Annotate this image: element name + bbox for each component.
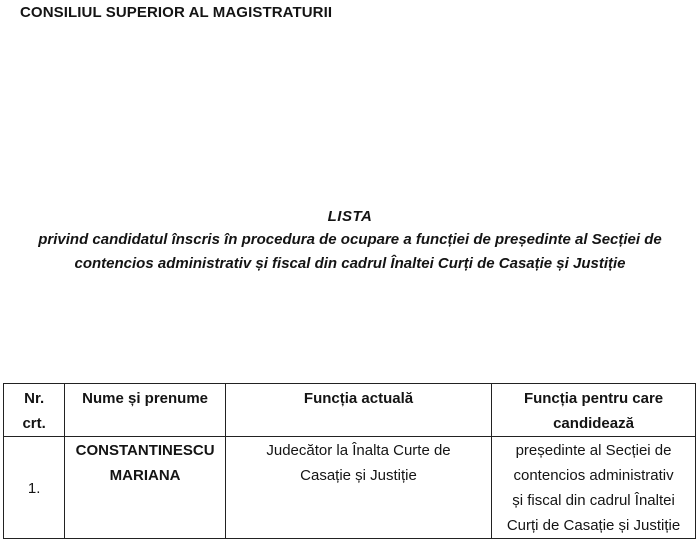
- organization-header: CONSILIUL SUPERIOR AL MAGISTRATURII: [20, 4, 333, 21]
- header-nr-line2: crt.: [22, 415, 46, 432]
- header-nr: [4, 384, 65, 437]
- header-nr-line1: Nr.: [24, 390, 45, 407]
- title-heading: LISTA: [327, 208, 373, 225]
- cell-candidate-function-line3: și fiscal din cadrul Înaltei: [512, 492, 675, 509]
- cell-current-function-line2: Casație și Justiție: [300, 467, 417, 484]
- title-subtitle: [0, 228, 700, 276]
- header-name: Nume și prenume: [65, 384, 226, 437]
- cell-candidate-function-line2: contencios administrativ: [513, 467, 674, 484]
- cell-name: [65, 437, 226, 539]
- table-header-row: [4, 384, 696, 437]
- cell-candidate-function-line1: președinte al Secției de: [515, 442, 672, 459]
- title-subtitle-line1: privind candidatul înscris în procedura de ocupare a funcției de președinte al Secției de: [38, 231, 662, 248]
- cell-first-name: MARIANA: [109, 467, 181, 484]
- cell-nr: 1.: [4, 437, 65, 539]
- header-current-function: Funcția actuală: [225, 384, 491, 437]
- header-candidate-function: [492, 384, 696, 437]
- candidate-table: [3, 383, 696, 539]
- header-candidate-function-line1: Funcția pentru care: [523, 390, 664, 407]
- cell-current-function-line1: Judecător la Înalta Curte de: [266, 442, 451, 459]
- cell-current-function: [225, 437, 491, 539]
- document-title: [0, 206, 700, 276]
- table-row: [4, 437, 696, 539]
- cell-surname: CONSTANTINESCU: [75, 442, 215, 459]
- title-subtitle-line2: contencios administrativ și fiscal din cadrul Înaltei Curți de Casație și Justiție: [74, 255, 626, 272]
- cell-candidate-function: [492, 437, 696, 539]
- cell-candidate-function-line4: Curți de Casație și Justiție: [506, 517, 681, 534]
- header-candidate-function-line2: candidează: [553, 415, 634, 432]
